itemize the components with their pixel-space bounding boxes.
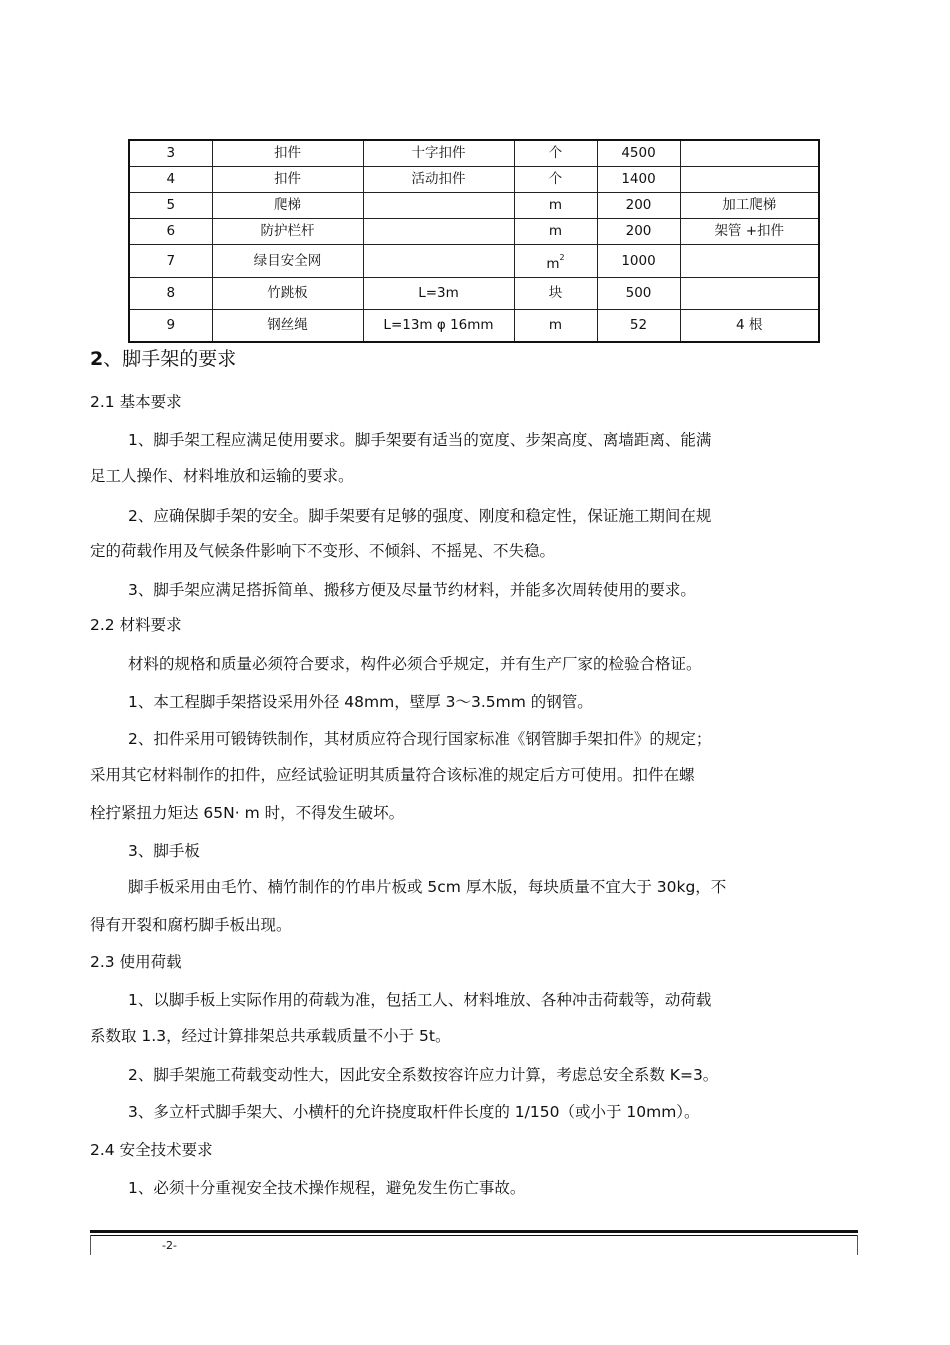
heading-2-4: 2.4 安全技术要求: [90, 1141, 213, 1159]
table-cell-name: [212, 219, 363, 245]
table-cell-spec: [363, 310, 514, 343]
table-cell-spec: [363, 140, 514, 167]
cell-text: 防护栏杆: [260, 223, 315, 239]
paragraph: 2、应确保脚手架的安全。脚手架要有足够的强度、刚度和稳定性，保证施工期间在规: [128, 507, 712, 525]
materials-table-body: [129, 140, 819, 342]
table-row: [129, 278, 819, 310]
paragraph: 足工人操作、材料堆放和运输的要求。: [90, 467, 354, 485]
table-cell-unit: [514, 140, 597, 167]
cell-text: 8: [166, 285, 176, 301]
cell-text: L=13m φ 16mm: [383, 317, 494, 333]
cell-text: 1000: [621, 252, 656, 269]
table-row: [129, 245, 819, 278]
footer-rule-thick: [90, 1230, 858, 1233]
table-cell-no: [129, 278, 212, 310]
table-cell-note: [680, 140, 819, 167]
cell-text: 7: [166, 252, 176, 269]
table-cell-qty: [597, 167, 680, 193]
cell-text: 钢丝绳: [267, 317, 308, 333]
cell-text: 个: [548, 145, 563, 161]
cell-text: 4: [166, 171, 176, 187]
table-cell-note: [680, 167, 819, 193]
table-cell-qty: [597, 193, 680, 219]
table-cell-name: [212, 245, 363, 278]
paragraph: 2、扣件采用可锻铸铁制作，其材质应符合现行国家标准《钢管脚手架扣件》的规定；: [128, 730, 712, 748]
cell-text: 竹跳板: [267, 285, 308, 301]
table-cell-spec: [363, 193, 514, 219]
table-cell-spec: [363, 245, 514, 278]
heading-2-2: 2.2 材料要求: [90, 616, 182, 634]
table-cell-spec: [363, 278, 514, 310]
table-cell-no: [129, 193, 212, 219]
table-cell-qty: [597, 310, 680, 343]
cell-text: 6: [166, 223, 176, 239]
paragraph: 1、以脚手板上实际作用的荷载为准，包括工人、材料堆放、各种冲击荷载等，动荷载: [128, 991, 712, 1009]
table-cell-no: [129, 245, 212, 278]
footer-rule-thin: [90, 1235, 858, 1236]
page-number: -2-: [162, 1239, 177, 1252]
table-cell-unit: [514, 193, 597, 219]
table-cell-qty: [597, 140, 680, 167]
table-cell-name: [212, 310, 363, 343]
paragraph: 1、脚手架工程应满足使用要求。脚手架要有适当的宽度、步架高度、离墙距离、能满: [128, 431, 712, 449]
cell-text: L=3m: [418, 285, 459, 301]
paragraph: 系数取 1.3，经过计算排架总共承载质量不小于 5t。: [90, 1027, 451, 1045]
table-cell-unit: [514, 167, 597, 193]
footer-rule-left-tick: [90, 1235, 91, 1255]
paragraph: 3、脚手板: [128, 842, 200, 860]
cell-text: 加工爬梯: [722, 197, 777, 213]
paragraph: 材料的规格和质量必须符合要求，构件必须合乎规定，并有生产厂家的检验合格证。: [128, 655, 702, 673]
materials-table: [128, 139, 820, 343]
table-cell-unit: [514, 310, 597, 343]
paragraph: 采用其它材料制作的扣件，应经试验证明其质量符合该标准的规定后方可使用。扣件在螺: [90, 766, 695, 784]
table-cell-qty: [597, 278, 680, 310]
paragraph: 1、本工程脚手架搭设采用外径 48mm，壁厚 3～3.5mm 的钢管。: [128, 693, 593, 711]
paragraph: 2、脚手架施工荷载变动性大，因此安全系数按容许应力计算，考虑总安全系数 K=3。: [128, 1066, 719, 1084]
cell-text: 爬梯: [274, 197, 301, 213]
table-cell-no: [129, 310, 212, 343]
cell-text: 200: [625, 223, 652, 239]
paragraph: 3、脚手架应满足搭拆简单、搬移方便及尽量节约材料，并能多次周转使用的要求。: [128, 581, 696, 599]
paragraph: 得有开裂和腐朽脚手板出现。: [90, 916, 292, 934]
paragraph: 栓拧紧扭力矩达 65N· m 时，不得发生破坏。: [90, 804, 405, 822]
table-cell-unit: [514, 245, 597, 278]
footer-rule-right-tick: [857, 1235, 858, 1255]
table-cell-note: [680, 245, 819, 278]
paragraph: 1、必须十分重视安全技术操作规程，避免发生伤亡事故。: [128, 1179, 526, 1197]
table-row: [129, 193, 819, 219]
table-cell-spec: [363, 219, 514, 245]
cell-text: 9: [166, 317, 176, 333]
heading-2-3: 2.3 使用荷载: [90, 953, 182, 971]
table-cell-name: [212, 193, 363, 219]
cell-text: 500: [625, 285, 652, 301]
table-row: [129, 310, 819, 343]
table-cell-spec: [363, 167, 514, 193]
table-cell-note: [680, 310, 819, 343]
cell-text: 52: [629, 317, 648, 333]
cell-text: 4500: [621, 145, 656, 161]
paragraph: 脚手板采用由毛竹、楠竹制作的竹串片板或 5cm 厚木版，每块质量不宜大于 30kg，不: [128, 878, 727, 896]
section-2-title: 2、脚手架的要求: [90, 348, 237, 370]
table-cell-note: [680, 278, 819, 310]
cell-text: m: [546, 256, 560, 272]
cell-text: 活动扣件: [411, 171, 466, 187]
cell-text: 架管 +扣件: [714, 223, 785, 239]
table-row: [129, 140, 819, 167]
paragraph: 定的荷载作用及气候条件影响下不变形、不倾斜、不摇晃、不失稳。: [90, 542, 556, 560]
cell-text: 个: [548, 171, 563, 187]
table-cell-no: [129, 167, 212, 193]
table-cell-note: [680, 193, 819, 219]
heading-2-1: 2.1 基本要求: [90, 393, 182, 411]
table-cell-name: [212, 278, 363, 310]
table-row: [129, 167, 819, 193]
table-row: [129, 219, 819, 245]
cell-text: m: [548, 197, 563, 213]
cell-text: 5: [166, 197, 176, 213]
unit-superscript: 2: [559, 253, 565, 262]
cell-text: 扣件: [274, 171, 301, 187]
table-cell-name: [212, 167, 363, 193]
table-cell-qty: [597, 219, 680, 245]
cell-text: 块: [548, 285, 563, 301]
paragraph: 3、多立杆式脚手架大、小横杆的允许挠度取杆件长度的 1/150（或小于 10mm）。: [128, 1103, 700, 1121]
cell-text: 十字扣件: [411, 145, 466, 161]
cell-text: 1400: [621, 171, 656, 187]
cell-text: m: [548, 223, 563, 239]
table-cell-note: [680, 219, 819, 245]
table-cell-no: [129, 140, 212, 167]
cell-text: 扣件: [274, 145, 301, 161]
cell-text: 3: [166, 145, 176, 161]
table-cell-unit: [514, 278, 597, 310]
table-cell-unit: [514, 219, 597, 245]
table-cell-qty: [597, 245, 680, 278]
cell-text: 200: [625, 197, 652, 213]
cell-text: 4 根: [736, 317, 763, 333]
table-cell-no: [129, 219, 212, 245]
table-cell-name: [212, 140, 363, 167]
cell-text: 绿目安全网: [253, 252, 322, 269]
cell-text: m: [548, 317, 563, 333]
